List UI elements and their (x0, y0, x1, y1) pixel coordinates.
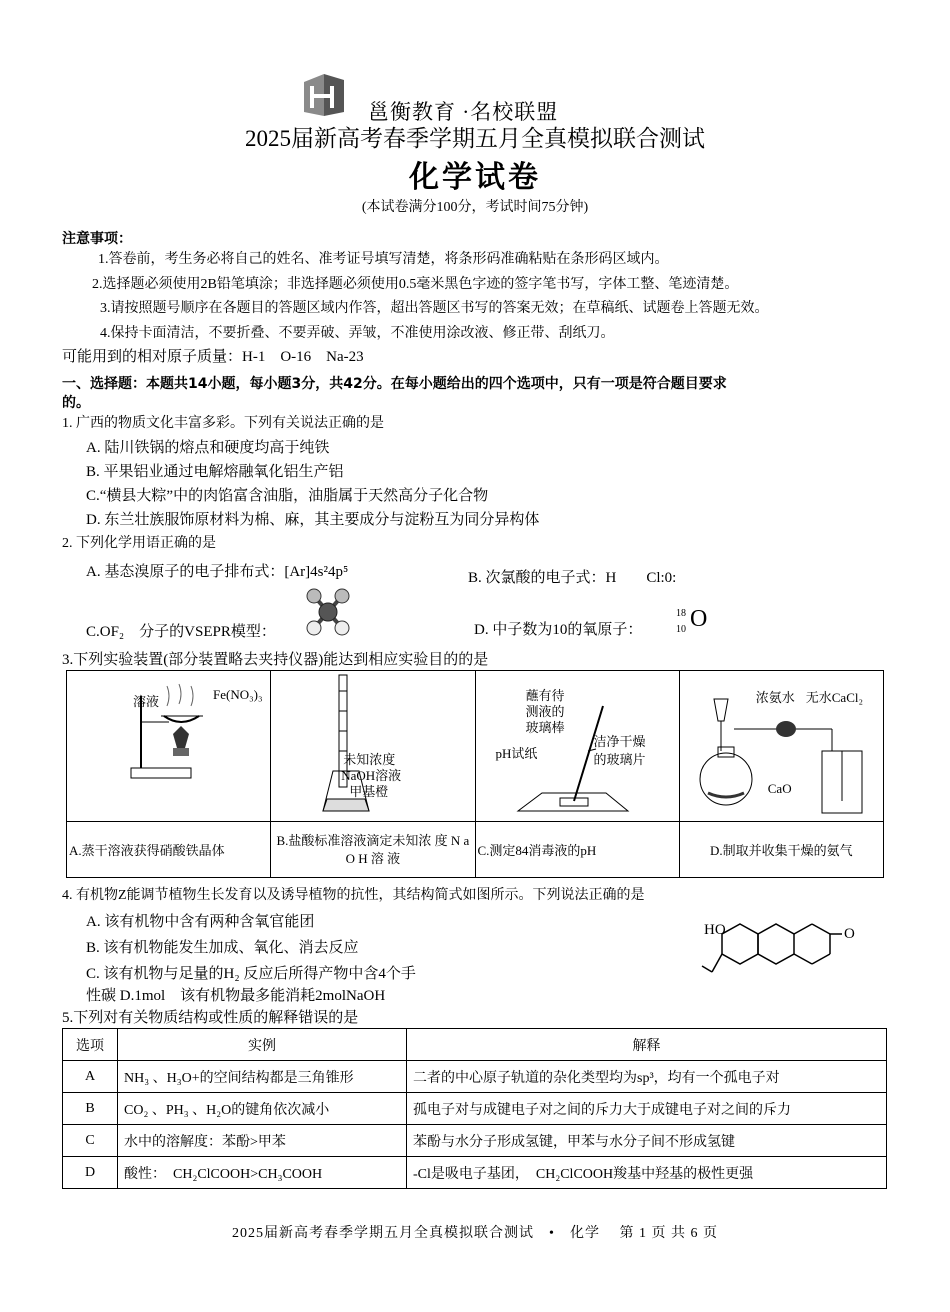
q3-caption-c: C.测定84消毒液的pH (475, 822, 679, 878)
notice-item-1: 1.答卷前，考生务必将自己的姓名、准考证号填写清楚，将条形码准确粘贴在条形码区域内。 (98, 252, 669, 267)
q4-stem: 4. 有机物Z能调节植物生长发育以及诱导植物的抗性，其结构简式如图所示。下列说法正确的是 (62, 888, 645, 903)
q5-row-d-option: D (63, 1157, 118, 1189)
struct-ho-label: HO (704, 922, 726, 938)
q5-row-b-option: B (63, 1093, 118, 1125)
q2-option-d: D. 中子数为10的氧原子： (474, 622, 643, 638)
notice-heading: 注意事项： (62, 231, 132, 247)
q5-row-b-example: CO₂ 、PH₃ 、H₂O的键角依次减小 (118, 1093, 407, 1125)
q5-row-c-example: 水中的溶解度：苯酚>甲苯 (118, 1125, 407, 1157)
q3-stem: 3.下列实验装置(部分装置略去夹持仪器)能达到相应实验目的的是 (62, 652, 489, 668)
q5-row-a-example: NH₃ 、H₃O+的空间结构都是三角锥形 (118, 1061, 407, 1093)
q3-table (66, 670, 884, 878)
section-heading-cont: 的。 (62, 395, 90, 411)
table-row (63, 1157, 887, 1189)
label-dipped: 蘸有待 (525, 688, 565, 703)
label-unknown-conc: 未知浓度 (343, 752, 396, 767)
q5-row-d-example: 酸性： CH₂ClCOOH>CH₃COOH (118, 1157, 407, 1189)
subject-title: 化学试卷 (409, 160, 541, 195)
label-naoh-solution: NaOH溶液 (341, 768, 402, 783)
q5-row-b-explanation: 孤电子对与成键电子对之间的斥力大于成键电子对之间的斥力 (407, 1093, 887, 1125)
label-methyl-orange: 甲基橙 (349, 784, 389, 799)
q3-caption-d: D.制取并收集干燥的氨气 (679, 822, 883, 878)
q5-row-c-explanation: 苯酚与水分子形成氢键，甲苯与水分子间不形成氢键 (407, 1125, 887, 1157)
label-cao: CaO (767, 781, 792, 796)
q3-apparatus-d (679, 671, 883, 822)
q5-header-example: 实例 (118, 1029, 407, 1061)
q1-stem: 1. 广西的物质文化丰富多彩。下列有关说法正确的是 (62, 416, 384, 431)
label-glass-rod: 玻璃棒 (525, 720, 565, 735)
q5-row-d-explanation: -Cl是吸电子基团， CH₂ClCOOH羧基中羟基的极性更强 (407, 1157, 887, 1189)
q5-stem: 5.下列对有关物质结构或性质的解释错误的是 (62, 1010, 359, 1026)
notice-item-2: 2.选择题必须使用2B铅笔填涂；非选择题必须使用0.5毫米黑色字迹的签字笔书写，字体工整、笔迹清楚。 (92, 277, 739, 292)
q4-option-a: A. 该有机物中含有两种含氧官能团 (86, 914, 315, 930)
q5-table (62, 1028, 887, 1189)
atomic-mass: 可能用到的相对原子质量：H-1 O-16 Na-23 (62, 349, 364, 365)
q3-caption-a: A.蒸干溶液获得硝酸铁晶体 (67, 822, 271, 878)
q5-header-row (63, 1029, 887, 1061)
q5-row-c-option: C (63, 1125, 118, 1157)
table-row (63, 1093, 887, 1125)
q3-apparatus-c (475, 671, 679, 822)
label-clean-dry: 洁净干燥 (593, 734, 646, 749)
q2-option-a: A. 基态溴原子的电子排布式：[Ar]4s²4p⁵ (86, 564, 349, 580)
q2-oxygen-symbol: O (690, 606, 708, 632)
q4-structure-image (700, 916, 860, 991)
q3-caption-b: B.盐酸标准溶液滴定未知浓 度 N a O H 溶 液 (271, 822, 475, 878)
q5-header-option: 选项 (63, 1029, 118, 1061)
q3-apparatus-a (67, 671, 271, 822)
brand: 邕衡教育 ·名校联盟 (368, 100, 559, 124)
notice-item-4: 4.保持卡面清洁，不要折叠、不要弄破、弄皱，不准使用涂改液、修正带、刮纸刀。 (100, 326, 615, 341)
page-footer: 2025届新高考春季学期五月全真模拟联合测试 • 化学 第 1 页 共 6 页 (232, 1226, 718, 1241)
q1-option-a: A. 陆川铁锅的熔点和硬度均高于纯铁 (86, 440, 330, 456)
q4-option-b: B. 该有机物能发生加成、氧化、消去反应 (86, 940, 359, 956)
q4-option-c: C. 该有机物与足量的H₂ 反应后所得产物中含4个手 (86, 966, 416, 982)
notice-item-3: 3.请按照题号顺序在各题目的答题区域内作答，超出答题区书写的答案无效；在草稿纸、试题卷上答题无效。 (100, 301, 769, 316)
q2-option-b: B. 次氯酸的电子式：H Cl:0: (468, 570, 677, 586)
q5-row-a-explanation: 二者的中心原子轨道的杂化类型均为sp³，均有一个孤电子对 (407, 1061, 887, 1093)
logo (300, 72, 348, 118)
q2-option-c: C.OF₂ 分子的VSEPR模型： (86, 624, 276, 640)
q2-mass-number: 18 (676, 608, 686, 619)
label-glass-plate: 的玻璃片 (593, 752, 646, 767)
q2-stem: 2. 下列化学用语正确的是 (62, 536, 216, 551)
section-heading: 一、选择题：本题共14小题，每小题3分，共42分。在每小题给出的四个选项中，只有一项是符合题目要求 (62, 376, 727, 392)
q4-option-d: 性碳 D.1mol 该有机物最多能消耗2molNaOH (86, 988, 386, 1004)
label-solution: 溶液 (133, 694, 160, 709)
label-test-liquid: 测液的 (525, 704, 565, 719)
label-anhydrous-cacl2: 无水CaCl₂ (805, 690, 864, 705)
table-row (63, 1125, 887, 1157)
q1-option-d: D. 东兰壮族服饰原材料为棉、麻，其主要成分与淀粉互为同分异构体 (86, 512, 540, 528)
q5-row-a-option: A (63, 1061, 118, 1093)
label-conc-ammonia: 浓氨水 (755, 690, 795, 705)
exam-title: 2025届新高考春季学期五月全真模拟联合测试 (245, 126, 705, 151)
q1-option-c: C.“横县大粽”中的肉馅富含油脂，油脂属于天然高分子化合物 (86, 488, 489, 504)
table-row (63, 1061, 887, 1093)
label-ph-paper: pH试纸 (495, 746, 538, 761)
vsepr-model-image (302, 586, 354, 643)
label-fe-nitrate: Fe(NO₃)₃ (213, 687, 263, 702)
exam-note: (本试卷满分100分，考试时间75分钟) (361, 200, 589, 215)
q1-option-b: B. 平果铝业通过电解熔融氧化铝生产铝 (86, 464, 344, 480)
q2-atomic-number: 10 (676, 624, 686, 635)
q5-header-explanation: 解释 (407, 1029, 887, 1061)
q3-apparatus-b (271, 671, 475, 822)
struct-o-label: O (844, 926, 855, 942)
